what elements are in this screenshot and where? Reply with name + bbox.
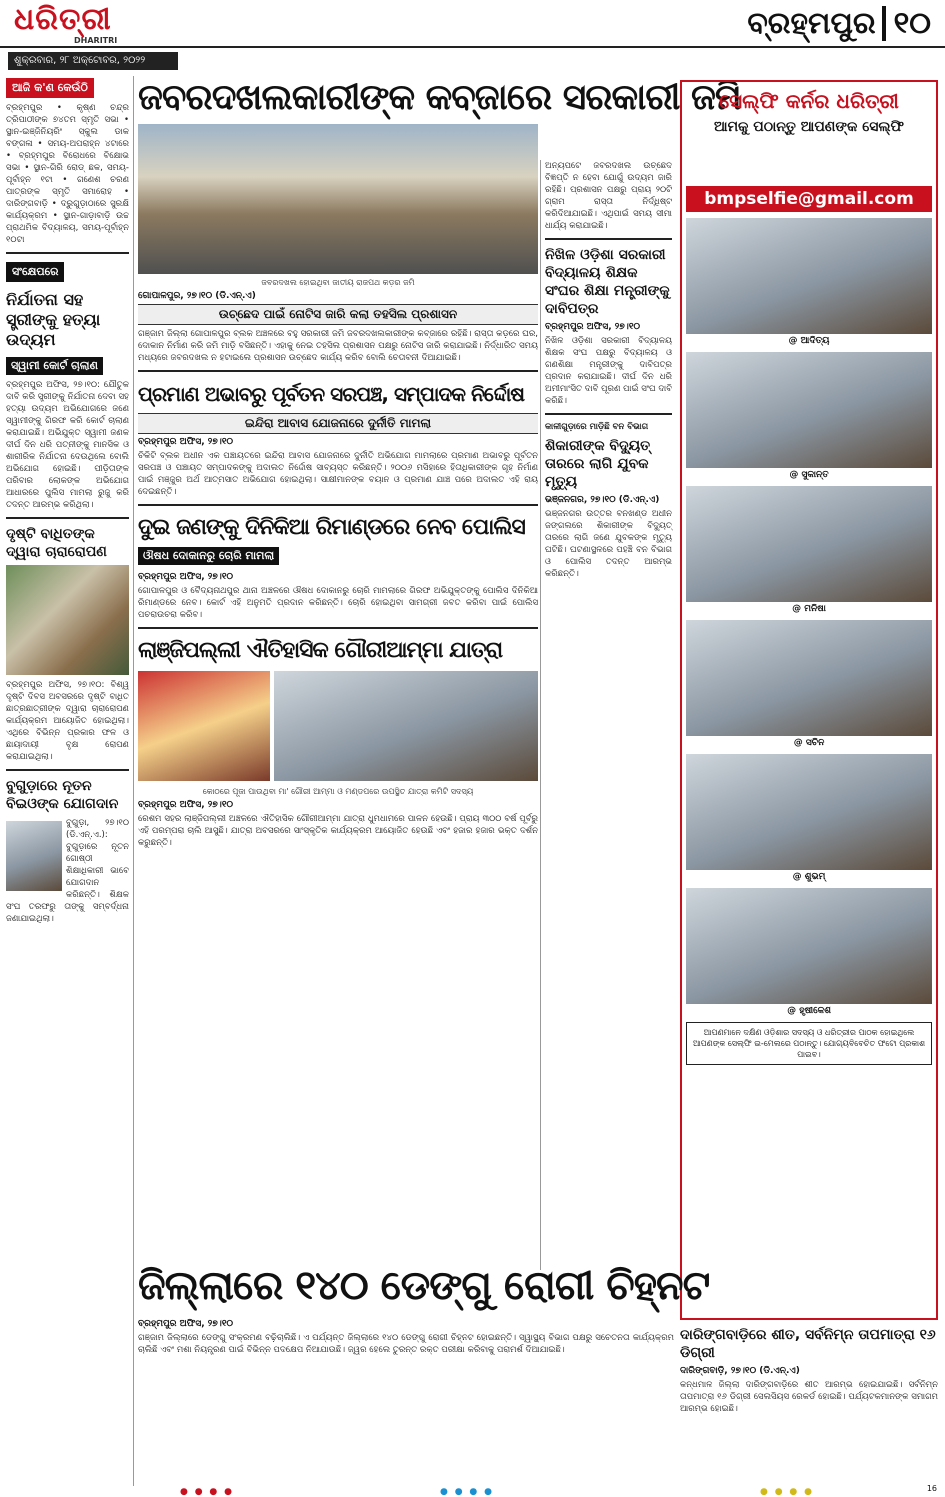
box-3: ଔଷଧ ଦୋକାନରୁ ଚୋରି ମାମଲା [138, 547, 279, 565]
selfie-name-6: @ ହୃଷୀକେଶ [787, 1006, 831, 1016]
selfie-photo-5 [686, 754, 932, 870]
byline-4: ବ୍ରହ୍ମପୁର ଅଫିସ, ୨୭।୧୦ [138, 800, 234, 810]
brief3-headline: ବୁଗୁଡ଼ାରେ ନୂତନ ବିଇଓଙ୍କ ଯୋଗଦାନ [6, 778, 119, 812]
mid-kicker: କାଳୀଗୁଡ଼ାରେ ମାଡ଼ିଛି ବନ ବିଭାଗ [545, 422, 649, 432]
today-tag: ଆଜି କ'ଣ କେଉଁଠି [6, 78, 94, 98]
headline-2: ପ୍ରମାଣ ଅଭାବରୁ ପୂର୍ବତନ ସରପଞ୍ଚ, ସମ୍ପାଦକ ନିର୍ଦ୍ଦୋଷ [138, 382, 525, 406]
registration-dots-3: ● ● ● ● [760, 1487, 814, 1497]
footer-page: 16 [926, 1484, 937, 1493]
bottom-story [138, 1316, 674, 1356]
brief1-text: ବ୍ରହ୍ମପୁର ଅଫିସ, ୨୭।୧୦: ଯୌତୁକ ଦାବି କରି ସ୍ତ୍ରୀଙ୍କୁ ନିର୍ଯାତନା ଦେବା ସହ ହତ୍ୟା ଉଦ୍ୟମ ଅଭିଯୋଗରେ ଜଣେ ସ୍ୱାମୀଙ୍କୁ ଗିରଫ କରି କୋର୍ଟ ଚାଲାଣ କରାଯାଇଛି। ଅଭିଯୁକ୍ତ ସ୍ୱାମୀ ଜଣକ ଦୀର୍ଘ ଦିନ ଧରି ପତ୍ନୀଙ୍କୁ ମାନସିକ ଓ ଶାରୀରିକ ନିର୍ଯାତନା ଦେଉଥିଲେ ବୋଲି ଅଭିଯୋଗ ହୋଇଛି। ପୀଡ଼ିତାଙ୍କ ପରିବାର ଲୋକଙ୍କ ଅଭିଯୋଗ ଆଧାରରେ ପୁଲିସ ମାମଲା ରୁଜୁ କରି ତଦନ୍ତ ଆରମ୍ଭ କରିଥିଲା। [6, 380, 129, 510]
street-photo [138, 124, 538, 274]
selfie-name-5: @ ଶୁଭମ୍ [792, 872, 826, 882]
top-band: ଉଚ୍ଛେଦ ପାଇଁ ନୋଟିସ ଜାରି କଲା ତହସିଲ ପ୍ରଶାସନ [138, 304, 538, 325]
left-column [6, 76, 134, 1486]
selfie-email: bmpselfie@gmail.com [686, 186, 932, 212]
text-3: ଗୋପାଳପୁର ଓ ବୈଦ୍ୟନାଥପୁର ଥାନା ଅଞ୍ଚଳରେ ଔଷଧ ଦୋକାନରୁ ଚୋରି ମାମଲାରେ ଗିରଫ ଅଭିଯୁକ୍ତଙ୍କୁ ପୋଲିସ ଦିନିକିଆ ରିମାଣ୍ଡରେ ନେବ। କୋର୍ଟ ଏହି ଅନୁମତି ପ୍ରଦାନ କରିଛନ୍ତି। ଚୋରି ହୋଇଥିବା ସାମଗ୍ରୀ ଜବତ କରିବା ପାଇଁ ପୋଲିସ ପଚରାଉଚରା କରିବ। [138, 586, 538, 620]
byline-3: ବ୍ରହ୍ମପୁର ଅଫିସ, ୨୭।୧୦ [138, 572, 234, 582]
brief-tag: ସଂକ୍ଷେପରେ [6, 262, 64, 282]
promo-title: ସେଲ୍ଫି କର୍ନର ଧରିତ୍ରୀ [719, 89, 899, 113]
logo-sub: DHARITRI [74, 36, 118, 45]
headline-4: ଲାଞ୍ଜିପଲ୍ଲୀ ଐତିହାସିକ ଗୌରୀଆମ୍ମା ଯାତ୍ରା [138, 638, 503, 663]
selfie-name-2: @ ସୁକାନ୍ତ [789, 470, 829, 480]
deity-photo [138, 671, 270, 781]
mid-text-3: ଭଞ୍ଜନଗର ଉତ୍ତର ବନଖଣ୍ଡ ଅଧୀନ ଜଙ୍ଗଲରେ ଶିକାରୀଙ୍କ ବିଦ୍ୟୁତ୍ ତାରରେ ଲାଗି ଜଣେ ଯୁବକଙ୍କ ମୃତ୍ୟୁ ଘଟିଛି। ଘଟଣାସ୍ଥଳରେ ପହଞ୍ଚି ବନ ବିଭାଗ ଓ ପୋଲିସ ତଦନ୍ତ ଆରମ୍ଭ କରିଛନ୍ତି। [545, 509, 672, 579]
bottom-text: ଗଞ୍ଜାମ ଜିଲ୍ଲାରେ ଡେଙ୍ଗୁ ସଂକ୍ରମଣ ବଢ଼ିଚାଲିଛି। ଏ ପର୍ଯ୍ୟନ୍ତ ଜିଲ୍ଲାରେ ୧୪୦ ଡେଙ୍ଗୁ ରୋଗୀ ଚିହ୍ନଟ ହୋଇଛନ୍ତି। ସ୍ୱାସ୍ଥ୍ୟ ବିଭାଗ ପକ୍ଷରୁ ସଚେତନତା କାର୍ଯ୍ୟକ୍ରମ ଚାଲିଛି ଏବଂ ମଶା ନିୟନ୍ତ୍ରଣ ପାଇଁ ବିଭିନ୍ନ ପଦକ୍ଷେପ ନିଆଯାଉଛି। ଜ୍ୱର ହେଲେ ତୁରନ୍ତ ରକ୍ତ ପରୀକ୍ଷା କରିବାକୁ ପରାମର୍ଶ ଦିଆଯାଇଛି। [138, 1333, 674, 1355]
masthead [0, 0, 945, 48]
selfie-photo-6 [686, 888, 932, 1004]
logo-text: ଧରିତ୍ରୀ [14, 2, 112, 37]
edition-name: ବ୍ରହ୍ମପୁର [747, 6, 876, 41]
bottom-headline: ଜିଲ୍ଲାରେ ୧୪୦ ଡେଙ୍ଗୁ ରୋଗୀ ଚିହ୍ନଟ [138, 1263, 710, 1309]
bottom-byline: ବ୍ରହ୍ମପୁର ଅଫିସ, ୨୭।୧୦ [138, 1319, 234, 1329]
mid-byline-2: ଭଞ୍ଜନଗର, ୨୭।୧୦ (ଡି.ଏନ୍.ଏ) [545, 495, 660, 505]
selfie-photo-2 [686, 352, 932, 468]
weather-headline: ଦାରିଙ୍ଗବାଡ଼ିରେ ଶୀତ, ସର୍ବନିମ୍ନ ତାପମାତ୍ରା ୧୬ ଡିଗ୍ରୀ [680, 1327, 936, 1361]
mid-headline-2: ଶିକାରୀଙ୍କ ବିଦ୍ୟୁତ୍ ତାରରେ ଲାଗି ଯୁବକ ମୃତ୍ୟୁ [545, 438, 651, 490]
registration-dots-1: ● ● ● ● [180, 1487, 234, 1497]
beo-photo [6, 821, 62, 891]
committee-photo [274, 671, 538, 781]
brief1-headline: ନିର୍ଯାତନା ସହ ସ୍ତ୍ରୀଙ୍କୁ ହତ୍ୟା ଉଦ୍ୟମ [6, 290, 101, 349]
selfie-photo-3 [686, 486, 932, 602]
band-2: ଇନ୍ଦିରା ଆବାସ ଯୋଜନାରେ ଦୁର୍ନୀତି ମାମଲା [138, 413, 538, 434]
today-text: ବ୍ରହ୍ମପୁର • କୃଷ୍ଣ ଚନ୍ଦ୍ର ତ୍ରିପାଠୀଙ୍କ ୭୪ତମ ସ୍ମୃତି ସଭା • ସ୍ଥାନ-ଇଞ୍ଜିନିୟରିଂ ସ୍କୁଲ ଡାକ ବଙ୍ଗଳା • ସମୟ-ଅପରାହ୍ନ ୪ଟାରେ • ବ୍ରହ୍ମପୁର ବିରୋଧରେ ବିକ୍ଷୋଭ ସଭା • ସ୍ଥାନ-ଗିରି ରୋଡ୍ ଛକ, ସମୟ-ପୂର୍ବାହ୍ନ ୧ଟା • ଗଣେଶ ଚରଣ ପାତ୍ରଙ୍କ ସ୍ମୃତି ସମାରୋହ • ଦାରିଙ୍ଗବାଡ଼ି • ଦ୍ରୁଗୁଡ଼ାଠାରେ ସୁରକ୍ଷି କାର୍ଯ୍ୟକ୍ରମ • ସ୍ଥାନ-ଗାଡ଼ାବାଡ଼ି ଉଚ୍ଚ ପ୍ରାଥମିକ ବିଦ୍ୟାଳୟ, ସମୟ-ପୂର୍ବାହ୍ନ ୧୦ଟା [6, 103, 129, 245]
edition-label [747, 4, 931, 44]
weather-story [680, 1322, 938, 1415]
top-caption: ଜବରଦଖଲ ହୋଇଥିବା ଜାତୀୟ ରାଜପଥ କଡ଼ର ଜମି [261, 278, 415, 287]
weather-byline: ଦାରିଙ୍ଗବାଡ଼ି, ୨୭।୧୦ (ଡି.ଏନ୍.ଏ) [680, 1366, 800, 1376]
selfie-name-3: @ ମନିଷା [792, 604, 826, 614]
brief1-box: ସ୍ୱାମୀ କୋର୍ଟ ଚାଲାଣ [6, 357, 103, 375]
selfie-photo-4 [686, 620, 932, 736]
text-4: ରେଶମ ସହର ଲାଞ୍ଜିପଲ୍ଲୀ ଅଞ୍ଚଳରେ ଐତିହାସିକ ଗୌରୀଆମ୍ମା ଯାତ୍ରା ଧୁମଧାମରେ ପାଳନ ହେଉଛି। ପ୍ରାୟ ୩୦୦ ବର୍ଷ ପୂର୍ବରୁ ଏହି ପରମ୍ପରା ଚାଲି ଆସୁଛି। ଯାତ୍ରା ଅବସରରେ ସାଂସ୍କୃତିକ କାର୍ଯ୍ୟକ୍ରମ ଆୟୋଜିତ ହେଉଛି ଏବଂ ହଜାର ହଜାର ଭକ୍ତ ଦର୍ଶନ କରୁଛନ୍ତି। [138, 814, 538, 848]
top-byline: ଗୋପାଳପୁର, ୨୭।୧୦ (ଡି.ଏନ୍.ଏ) [138, 291, 256, 301]
dateline: ଶୁକ୍ରବାର, ୨୮ ଅକ୍ଟୋବର, ୨୦୨୨ [8, 52, 178, 70]
mid-byline: ବ୍ରହ୍ମପୁର ଅଫିସ, ୨୭।୧୦ [545, 322, 641, 332]
brief2-headline: ଦୃଷ୍ଟି ବାଧିତଙ୍କ ଦ୍ୱାରା ଚାରାରୋପଣ [6, 526, 107, 560]
selfie-promo [686, 86, 932, 182]
top-headline: ଜବରଦଖଲକାରୀଙ୍କ କବ୍ଜାରେ ସରକାରୀ ଜମି [138, 77, 741, 118]
top-text: ଗଞ୍ଜାମ ଜିଲ୍ଲା ଗୋପାଳପୁର ବ୍ଲକ ଅଞ୍ଚଳରେ ବହୁ ସରକାରୀ ଜମି ଜବରଦଖଲକାରୀଙ୍କ କବ୍ଜାରେ ରହିଛି। ରାସ୍ତା କଡ଼ରେ ଘର, ଦୋକାନ ନିର୍ମାଣ କରି ଜମି ମାଡ଼ି ବସିଛନ୍ତି। ଏହାକୁ ନେଇ ତହସିଲ ପ୍ରଶାସନ ପକ୍ଷରୁ ନୋଟିସ ଜାରି କରାଯାଇଛି। ନିର୍ଦ୍ଧାରିତ ସମୟ ମଧ୍ୟରେ ଜବରଦଖଲ ନ ହଟାଇଲେ ପ୍ରଶାସନ ଉଚ୍ଛେଦ କାର୍ଯ୍ୟ କରିବ ବୋଲି ଚେତାବନୀ ଦିଆଯାଇଛି। [138, 329, 538, 363]
mid-text-2: ନିଖିଳ ଓଡ଼ିଶା ସରକାରୀ ବିଦ୍ୟାଳୟ ଶିକ୍ଷକ ସଂଘ ପକ୍ଷରୁ ବିଦ୍ୟାଳୟ ଓ ଗଣଶିକ୍ଷା ମନ୍ତ୍ରୀଙ୍କୁ ଦାବିପତ୍ର ପ୍ରଦାନ କରାଯାଇଛି। ଦୀର୍ଘ ଦିନ ଧରି ଅମୀମାଂସିତ ଦାବି ପୂରଣ ପାଇଁ ସଂଘ ଦାବି କରିଛି। [545, 336, 672, 406]
logo [14, 2, 164, 46]
text-2: ଚିକିଟି ବ୍ଲକ ଅଧୀନ ଏକ ପଞ୍ଚାୟତରେ ଇନ୍ଦିରା ଆବାସ ଯୋଜନାରେ ଦୁର୍ନୀତି ଅଭିଯୋଗ ମାମଲାରେ ପ୍ରମାଣ ଅଭାବରୁ ପୂର୍ବତନ ସରପଞ୍ଚ ଓ ପଞ୍ଚାୟତ ସମ୍ପାଦକଙ୍କୁ ଅଦାଲତ ନିର୍ଦ୍ଦୋଷ ସାବ୍ୟସ୍ତ କରିଛନ୍ତି। ୨୦୦୬ ମସିହାରେ ହିତାଧିକାରୀଙ୍କ ଗୃହ ନିର୍ମାଣ ପାଇଁ ମଞ୍ଜୁର ଅର୍ଥ ଆତ୍ମସାତ ଅଭିଯୋଗ ହୋଇଥିଲା। ସାକ୍ଷୀମାନଙ୍କ ବୟାନ ଓ ପ୍ରମାଣ ଯାଞ୍ଚ ପରେ ଅଦାଲତ ଏହି ରାୟ ଦେଇଛନ୍ତି। [138, 451, 538, 497]
selfie-name-4: @ ସଚିନ [793, 738, 825, 748]
weather-text: କନ୍ଧମାଳ ଜିଲ୍ଲା ଦାରିଙ୍ଗବାଡ଼ିରେ ଶୀତ ଆରମ୍ଭ ହୋଇଯାଇଛି। ସର୍ବନିମ୍ନ ତାପମାତ୍ରା ୧୬ ଡିଗ୍ରୀ ସେଲସିୟସ ରେକର୍ଡ ହୋଇଛି। ପର୍ଯ୍ୟଟକମାନଙ୍କ ସମାଗମ ଆରମ୍ଭ ହୋଇଛି। [680, 1380, 938, 1414]
selfie-corner [680, 80, 938, 1320]
byline-2: ବ୍ରହ୍ମପୁର ଅଫିସ, ୨୭।୧୦ [138, 437, 234, 447]
selfie-photo-1 [686, 218, 932, 334]
selfie-name-1: @ ଆଦିତ୍ୟ [788, 336, 830, 346]
promo-sub: ଆମକୁ ପଠାନ୍ତୁ ଆପଣଙ୍କ ସେଲ୍ଫି [714, 119, 904, 135]
page-number: ୧୦ [882, 6, 931, 41]
plantation-photo [6, 565, 129, 675]
mid-text-1: ଅନ୍ୟପଟେ ଜବରଦଖଲ ଉଚ୍ଛେଦ ବିଜ୍ଞପ୍ତି ନ ହେବା ଯୋଗୁଁ ଉଦ୍ୟମ ଜାରି ରହିଛି। ପ୍ରଶାସନ ପକ୍ଷରୁ ପ୍ରାୟ ୨୦ଟି ଗ୍ରାମ ରାସ୍ତା ନିର୍ଦ୍ଧିଷ୍ଟ କରିଦିଆଯାଇଛି। ଏଥିପାଇଁ ସମୟ ସୀମା ଧାର୍ଯ୍ୟ କରାଯାଇଛି। [545, 161, 672, 231]
brief3-text: ବୁଗୁଡ଼ା, ୨୭।୧୦ (ଡି.ଏନ୍.ଏ.): ବୁଗୁଡ଼ାରେ ନୂତନ ଗୋଷ୍ଠୀ ଶିକ୍ଷାଧିକାରୀ ଭାବେ ଯୋଗଦାନ କରିଛନ୍ତି। ଶିକ୍ଷକ ସଂଘ ତରଫରୁ ତାଙ୍କୁ ସମ୍ବର୍ଦ୍ଧନା ଜଣାଯାଇଥିଲା। [6, 818, 129, 924]
caption-4: କୋଠରେ ପୂଜା ପାଉଥିବା ମା' ଗୌରୀ ଆମ୍ମା ଓ ମଣ୍ଡପରେ ଉପସ୍ଥିତ ଯାତ୍ରା କମିଟି ସଦସ୍ୟ [202, 787, 474, 796]
mid-headline: ନିଖିଳ ଓଡ଼ିଶା ସରକାରୀ ବିଦ୍ୟାଳୟ ଶିକ୍ଷକ ସଂଘର ଶିକ୍ଷା ମନ୍ତ୍ରୀଙ୍କୁ ଦାବିପତ୍ର [545, 247, 670, 317]
registration-dots-2: ● ● ● ● [440, 1487, 494, 1497]
headline-3: ଦୁଇ ଜଣଙ୍କୁ ଦିନିକିଆ ରିମାଣ୍ଡରେ ନେବ ପୋଲିସ [138, 515, 525, 540]
selfie-note: ଆପଣମାନେ ଦକ୍ଷିଣ ଓଡ଼ିଶାର ସଦସ୍ୟ ଓ ଧରିତ୍ରୀର ପାଠକ ହୋଇଥିଲେ ଆପଣଙ୍କ ସେଲ୍ଫି ଇ-ମେଲରେ ପଠାନ୍ତୁ। ଯୋଗ୍ୟବିବେଚିତ ଫଟୋ ପ୍ରକାଶ ପାଇବ। [686, 1022, 932, 1065]
brief2-text: ବ୍ରହ୍ମପୁର ଅଫିସ, ୨୭।୧୦: ବିଶ୍ୱ ଦୃଷ୍ଟି ଦିବସ ଅବସରରେ ଦୃଷ୍ଟି ବାଧିତ ଛାତ୍ରଛାତ୍ରୀଙ୍କ ଦ୍ୱାରା ଚାରାରୋପଣ କାର୍ଯ୍ୟକ୍ରମ ଆୟୋଜିତ ହୋଇଥିଲା। ଏଥିରେ ବିଭିନ୍ନ ପ୍ରକାର ଫଳ ଓ ଛାୟାଦାୟୀ ବୃକ୍ଷ ରୋପଣ କରାଯାଇଥିଲା। [6, 680, 129, 762]
mid-column [540, 160, 672, 1270]
